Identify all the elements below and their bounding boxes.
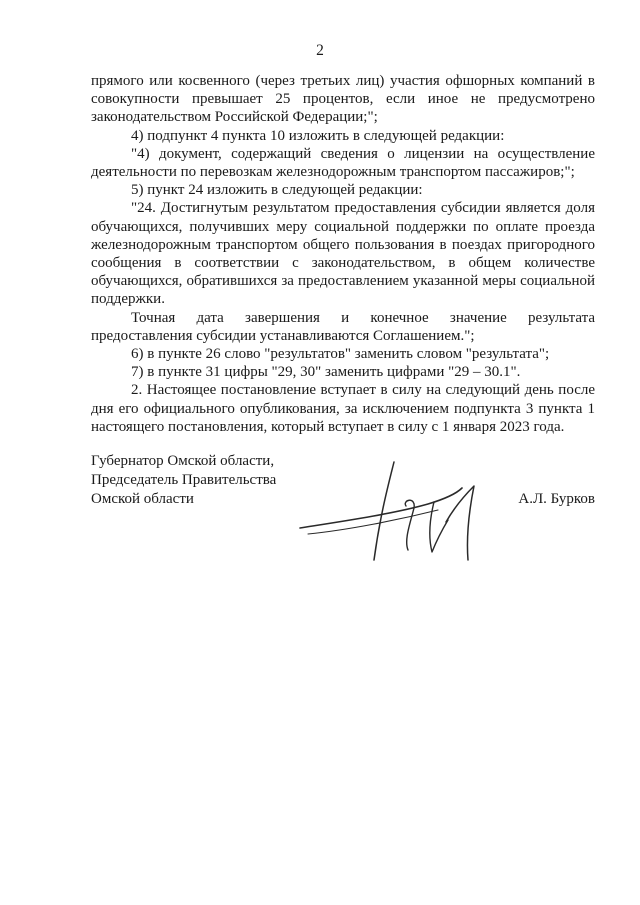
signature-stroke-flourish: [446, 486, 474, 560]
signer-position-line-1: Губернатор Омской области,: [91, 453, 275, 469]
paragraph-continuation: прямого или косвенного (через третьих лиц) участия офшорных компаний в совокупности превышает 25 процентов, если иное не предусмотрено законодательством Российской Федерации;";: [91, 73, 595, 126]
paragraph-item-4-text: "4) документ, содержащий сведения о лицензии на осуществление деятельности по перевозкам железнодорожным транспортом пассажиров;";: [91, 145, 595, 181]
signature-stroke-tail: [308, 510, 438, 534]
signer-name: А.Л. Бурков: [518, 491, 595, 507]
paragraph-item-6: 6) в пункте 26 слово "результатов" заменить словом "результата";: [131, 346, 550, 363]
paragraph-item-4: 4) подпункт 4 пункта 10 изложить в следующей редакции:: [131, 127, 505, 144]
signer-position-line-2: Председатель Правительства: [91, 472, 277, 488]
paragraph-item-24-deadline: Точная дата завершения и конечное значение результата предоставления субсидии устанавливаются Соглашением.";: [91, 309, 595, 344]
page-number: 2: [316, 42, 324, 59]
signer-position-line-3: Омской области: [91, 491, 194, 507]
handwritten-signature: [298, 456, 518, 576]
signature-block: [91, 452, 595, 582]
paragraph-item-7: 7) в пункте 31 цифры "29, 30" заменить цифрами "29 – 30.1".: [131, 364, 521, 381]
paragraph-effective-date: 2. Настоящее постановление вступает в силу на следующий день после дня его официального опубликования, за исключением подпункта 3 пункта 1 настоящего постановления, который вступает в силу с 1 января 2023 года.: [91, 382, 595, 435]
signature-stroke-third-letter: [430, 502, 448, 552]
paragraph-item-5: 5) пункт 24 изложить в следующей редакции:: [131, 182, 423, 199]
document-body: [91, 72, 595, 436]
signature-stroke-first-letter: [374, 462, 394, 560]
paragraph-item-24-text: "24. Достигнутым результатом предоставления субсидии является доля обучающихся, получивших меру социальной поддержки по оплате проезда железнодорожным транспортом общего пользования в поездах пригородного сообщения в соответствии с законодательством, в общем количестве обучающихся, обратившихся за предоставлением указанной меры социальной поддержки.: [91, 200, 595, 308]
